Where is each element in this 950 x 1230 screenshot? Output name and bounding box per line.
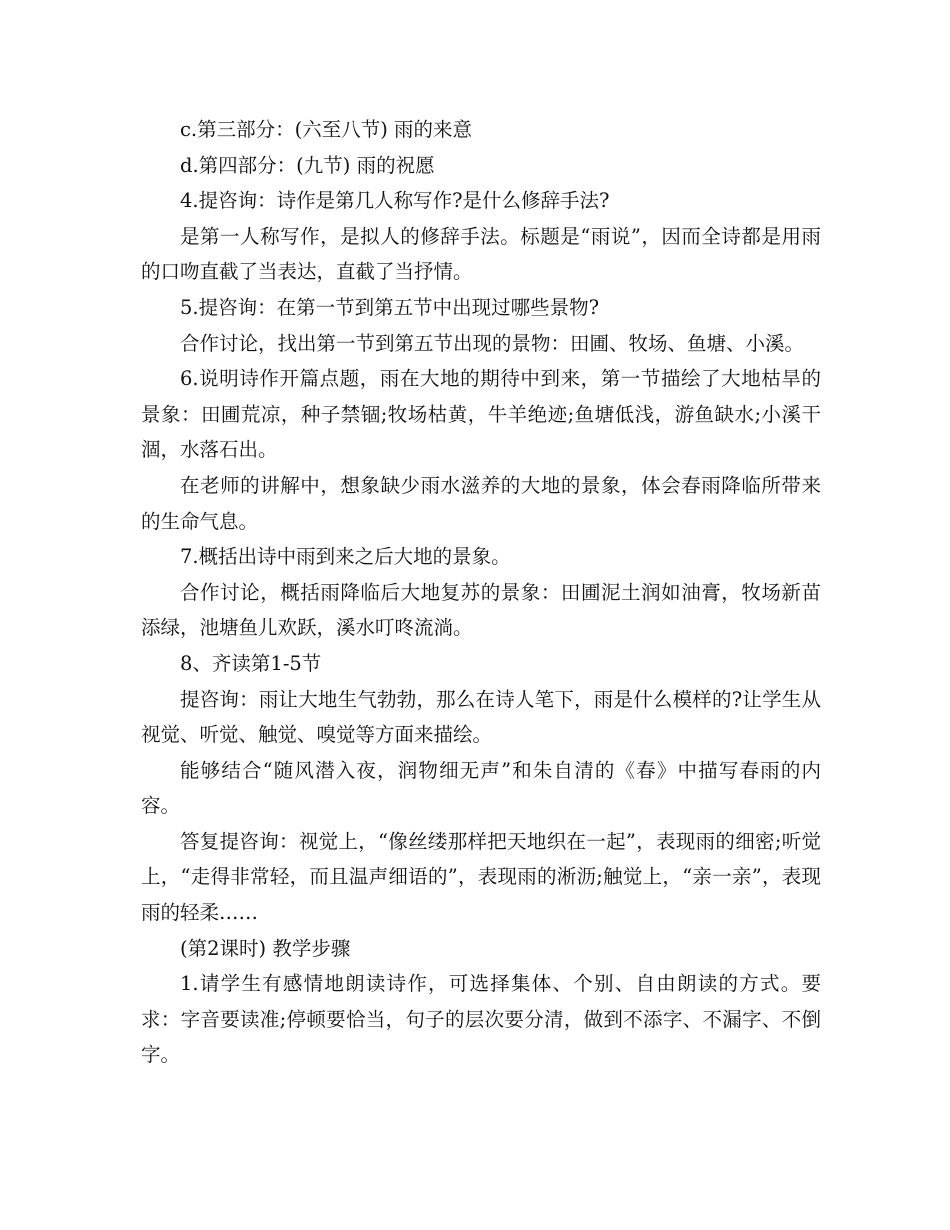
- paragraph-question-rain: 提咨询：雨让大地生气勃勃，那么在诗人笔下，雨是什么模样的?让学生从视觉、听觉、触觉、嗅觉等方面来描绘。: [141, 687, 821, 747]
- paragraph-part-four: d.第四部分：(九节) 雨的祝愿: [180, 153, 435, 177]
- paragraph-item-7: 7.概括出诗中雨到来之后大地的景象。: [180, 545, 511, 569]
- paragraph-lesson-2-heading: (第2课时) 教学步骤: [180, 936, 351, 960]
- paragraph-answer-7: 合作讨论，概括雨降临后大地复苏的景象：田圃泥土润如油膏，牧场新苗添绿，池塘鱼儿欢跃，溪水叮咚流淌。: [141, 580, 821, 640]
- paragraph-item-6: 6.说明诗作开篇点题，雨在大地的期待中到来，第一节描绘了大地枯旱的景象：田圃荒凉，种子禁锢;牧场枯黄，牛羊绝迹;鱼塘低浅，游鱼缺水;小溪干涸，水落石出。: [141, 367, 821, 462]
- paragraph-teacher-explanation: 在老师的讲解中，想象缺少雨水滋养的大地的景象，体会春雨降临所带来的生命气息。: [141, 473, 821, 533]
- paragraph-answer-4: 是第一人称写作，是拟人的修辞手法。标题是“雨说”，因而全诗都是用雨的口吻直截了当表达，直截了当抒情。: [141, 224, 821, 284]
- paragraph-answer-5: 合作讨论，找出第一节到第五节出现的景物：田圃、牧场、鱼塘、小溪。: [180, 331, 805, 355]
- paragraph-answer-rain: 答复提咨询：视觉上，“像丝缕那样把天地织在一起”，表现雨的细密;听觉上，“走得非常轻，而且温声细语的”，表现雨的淅沥;触觉上，“亲一亲”，表现雨的轻柔……: [141, 829, 821, 925]
- paragraph-item-8: 8、齐读第1-5节: [180, 651, 322, 675]
- paragraph-question-4: 4.提咨询：诗作是第几人称写作?是什么修辞手法?: [180, 189, 610, 213]
- paragraph-question-5: 5.提咨询：在第一节到第五节中出现过哪些景物?: [180, 295, 600, 319]
- paragraph-lesson-2-step-1: 1.请学生有感情地朗读诗作，可选择集体、个别、自由朗读的方式。要求：字音要读准;停顿要恰当，句子的层次要分清，做到不添字、不漏字、不倒字。: [141, 972, 821, 1067]
- paragraph-part-three: c.第三部分：(六至八节) 雨的来意: [180, 118, 473, 141]
- paragraph-combine-poems: 能够结合“随风潜入夜，润物细无声”和朱自清的《春》中描写春雨的内容。: [141, 758, 821, 818]
